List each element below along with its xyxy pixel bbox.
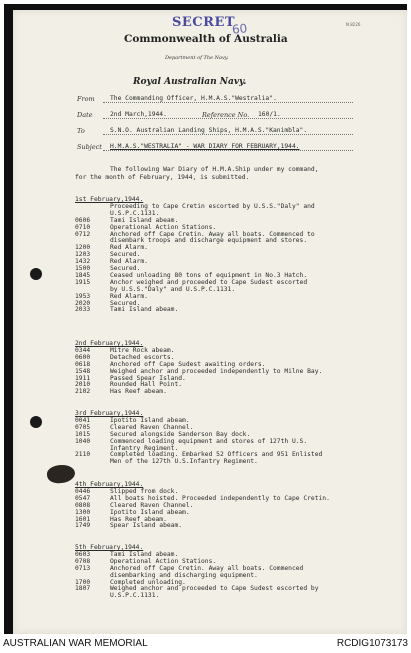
diary-time: 0708 <box>75 557 91 565</box>
diary-time: 0041 <box>75 416 91 424</box>
diary-time: 2102 <box>75 388 91 396</box>
subject-value: H.M.A.S."WESTRALIA" - WAR DIARY FOR FEBRUARY,1944. <box>110 143 300 150</box>
diary-time: 1911 <box>75 374 91 382</box>
diary-event: Mitre Rock abeam. <box>110 346 175 354</box>
diary-time: 1700 <box>75 578 91 586</box>
diary-date-heading: 3rd February,1944. <box>75 410 144 417</box>
subject-rule <box>103 150 353 151</box>
ink-stain <box>46 463 76 485</box>
diary-event: Ceased unloading 80 tons of equipment in No.3 Hatch. <box>110 271 308 279</box>
from-value: The Commanding Officer, H.M.A.S."Westralia". <box>110 95 277 102</box>
diary-event: Anchored off Cape Sudest awaiting orders. <box>110 360 266 368</box>
diary-event: Weighed anchor and proceeded independently to Milne Bay. <box>110 367 323 375</box>
diary-event: Passed Spear Island. <box>110 374 186 382</box>
diary-time: 1200 <box>75 244 91 252</box>
reference-value: 160/1. <box>258 111 281 118</box>
diary-event: Operational Action Stations. <box>110 223 217 231</box>
subject-label: Subject <box>77 143 102 151</box>
diary-time: 1548 <box>75 367 91 375</box>
diary-time: 1915 <box>75 278 91 286</box>
diary-event: Red Alarm. <box>110 258 148 266</box>
diary-event: Red Alarm. <box>110 292 148 300</box>
diary-event: Tami Island abeam. <box>110 306 179 314</box>
from-label: From <box>77 95 95 103</box>
diary-time: 2110 <box>75 451 91 459</box>
diary-event: Weighed anchor and proceeded to Cape Sudest escorted by <box>110 585 319 593</box>
intro-line: for the month of February, 1944, is submitted. <box>75 174 250 181</box>
diary-event: Slipped from dock. <box>110 487 179 495</box>
to-label: To <box>77 127 85 135</box>
diary-event: U.S.P.C.1131. <box>110 592 160 600</box>
diary-event: Secured. <box>110 299 141 307</box>
diary-event: Rounded Hall Point. <box>110 381 183 389</box>
diary-time: 0600 <box>75 353 91 361</box>
diary-event: Infantry Regiment. <box>110 444 179 452</box>
diary-time: 2010 <box>75 381 91 389</box>
punch-hole <box>30 268 42 280</box>
diary-event: Commenced loading equipment and stores of 127th U.S. <box>110 437 308 445</box>
diary-event: Secured alongside Sanderson Bay dock. <box>110 430 251 438</box>
diary-date-heading: 1st February,1944. <box>75 196 144 203</box>
diary-event: Anchored off Cape Cretin. Away all boats. Commenced <box>110 564 304 572</box>
diary-time: 1749 <box>75 522 91 530</box>
diary-time: 1432 <box>75 258 91 266</box>
diary-time: 0705 <box>75 423 91 431</box>
diary-event: Anchored off Cape Cretin. Away all boats. Commenced to <box>110 230 315 238</box>
diary-date-heading: 4th February,1944. <box>75 481 144 488</box>
diary-time: 1500 <box>75 265 91 272</box>
department-line: Department of The Navy. <box>165 55 229 61</box>
diary-time: 0808 <box>75 501 91 509</box>
date-value: 2nd March,1944. <box>110 111 167 118</box>
diary-event: Men of the 127th U.S.Infantry Regiment. <box>110 458 258 466</box>
diary-event: disembarking and discharging equipment. <box>110 571 258 579</box>
punch-hole <box>30 416 42 428</box>
diary-event: All boats hoisted. Proceeded independently to Cape Cretin. <box>110 494 330 502</box>
secret-stamp: SECRET <box>172 15 236 30</box>
diary-event: Cleared Raven Channel. <box>110 501 194 509</box>
diary-time: 1953 <box>75 292 91 300</box>
diary-event: Has Reef abeam. <box>110 515 167 523</box>
diary-event: Proceeding to Cape Cretin escorted by U.S.S."Daly" and <box>110 202 315 210</box>
diary-time: 1300 <box>75 508 91 516</box>
diary-time: 0710 <box>75 223 91 231</box>
diary-time: 0606 <box>75 216 91 224</box>
footer-id: RCDIG1073173 <box>336 638 408 649</box>
diary-event: Cleared Raven Channel. <box>110 423 194 431</box>
diary-time: 1203 <box>75 251 91 259</box>
diary-event: Tami Island abeam. <box>110 216 179 224</box>
stamp-number: 60 <box>231 21 248 37</box>
diary-time: 2033 <box>75 306 91 314</box>
diary-event: disembark troops and discharge equipment and stores. <box>110 237 308 245</box>
diary-time: 0446 <box>75 487 91 495</box>
diary-event: U.S.P.C.1131. <box>110 209 160 217</box>
diary-event: Completed loading. Embarked 52 Officers and 951 Enlisted <box>110 451 323 459</box>
diary-event: Ipotito Island abeam. <box>110 508 190 516</box>
form-number: N.8226 <box>346 22 361 27</box>
diary-time: 0344 <box>75 346 91 354</box>
diary-time: 1845 <box>75 271 91 279</box>
diary-event: Operational Action Stations. <box>110 557 217 565</box>
document-page <box>13 10 407 634</box>
diary-event: Secured. <box>110 251 141 259</box>
date-label: Date <box>77 111 93 119</box>
diary-time: 0618 <box>75 360 91 368</box>
diary-time: 2020 <box>75 299 91 307</box>
reference-label: Reference No. <box>202 111 250 119</box>
diary-event: by U.S.S."Daly" and U.S.P.C.1131. <box>110 285 236 293</box>
document-title: Commonwealth of Australia <box>124 33 288 45</box>
diary-event: Red Alarm. <box>110 244 148 252</box>
diary-event: Detached escorts. <box>110 353 175 361</box>
diary-event: Ipotito Island abeam. <box>110 416 190 424</box>
diary-time: 0712 <box>75 230 91 238</box>
diary-event: Completed unloading. <box>110 578 186 586</box>
diary-event: Spear Island abeam. <box>110 522 183 530</box>
diary-date-heading: 5th February,1944. <box>75 544 144 551</box>
diary-time: 0713 <box>75 564 91 572</box>
to-value: S.N.O. Australian Landing Ships, H.M.A.S."Kanimbla". <box>110 127 308 134</box>
to-rule <box>103 134 353 135</box>
diary-time: 1040 <box>75 437 91 445</box>
diary-event: Has Reef abeam. <box>110 388 167 396</box>
diary-time: 1807 <box>75 585 91 593</box>
diary-time: 0547 <box>75 494 91 502</box>
diary-time: 0603 <box>75 550 91 558</box>
footer-bar <box>0 636 411 653</box>
diary-event: Tami Island abeam. <box>110 550 179 558</box>
footer-credit: AUSTRALIAN WAR MEMORIAL <box>3 638 148 649</box>
diary-time: 1601 <box>75 515 91 523</box>
diary-event: Anchor weighed and proceeded to Cape Sudest escorted <box>110 278 308 286</box>
diary-date-heading: 2nd February,1944. <box>75 340 144 347</box>
diary-event: Secured. <box>110 265 141 272</box>
intro-line: The following War Diary of H.M.A.Ship under my command, <box>110 166 319 173</box>
diary-time: 1015 <box>75 430 91 438</box>
from-rule <box>103 102 353 103</box>
navy-heading: Royal Australian Navy. <box>133 77 247 87</box>
